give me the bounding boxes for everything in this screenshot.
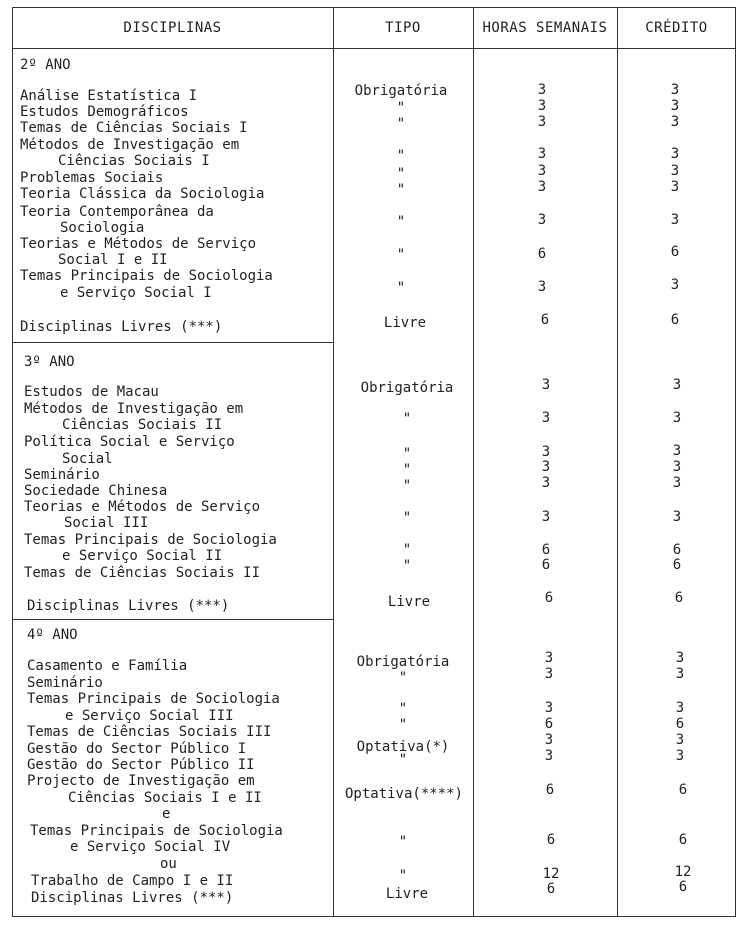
course-tipo: " [396,100,406,116]
course-credito: 12 [674,864,692,880]
course-horas: 6 [540,312,550,328]
course-name: Seminário [24,467,100,483]
course-name-cont: e Serviço Social IV [70,839,231,855]
course-name: Gestão do Sector Público I [27,741,247,757]
course-tipo: " [396,247,406,263]
course-tipo: " [398,717,408,733]
course-horas: 3 [537,179,547,195]
course-credito: 3 [672,475,682,491]
course-name-cont: Ciências Sociais I [58,153,210,169]
course-tipo: Obrigatória [360,380,454,396]
course-horas: 3 [537,98,547,114]
course-name-cont: Social I e II [58,252,168,268]
header-disciplinas: DISCIPLINAS [123,20,222,36]
course-horas: 3 [544,700,554,716]
course-tipo: " [396,280,406,296]
course-tipo: " [398,701,408,717]
course-credito: 3 [672,459,682,475]
course-tipo: " [396,116,406,132]
course-credito: 6 [672,542,682,558]
course-name: Estudos Demográficos [20,104,189,120]
course-name: Análise Estatística I [20,88,198,104]
course-name: Seminário [27,675,103,691]
course-tipo: " [398,868,408,884]
course-tipo: " [396,148,406,164]
course-tipo: " [402,542,412,558]
course-tipo: Livre [383,315,427,331]
course-horas: 6 [546,832,556,848]
course-name-cont: Sociologia [60,220,145,236]
course-name: Temas de Ciências Sociais II [24,565,261,581]
course-horas: 6 [545,782,555,798]
course-credito: 3 [670,146,680,162]
course-credito: 3 [670,114,680,130]
course-credito: 6 [670,312,680,328]
course-name: Temas Principais de Sociologia [24,532,277,548]
course-horas: 6 [544,716,554,732]
course-name-cont: Social III [64,515,149,531]
course-name: Teorias e Métodos de Serviço [20,236,257,252]
course-tipo: " [402,446,412,462]
course-credito: 3 [672,377,682,393]
course-tipo: " [398,834,408,850]
course-credito: 3 [672,410,682,426]
course-name: Trabalho de Campo I e II [31,873,234,889]
course-horas: 3 [537,212,547,228]
course-horas: 3 [541,475,551,491]
course-name-cont: e Serviço Social I [60,285,212,301]
course-credito: 6 [674,590,684,606]
course-horas: 3 [537,114,547,130]
course-credito: 3 [675,650,685,666]
column-divider [473,7,474,917]
course-credito: 3 [672,443,682,459]
course-name: Disciplinas Livres (***) [20,319,223,335]
course-credito: 3 [675,700,685,716]
course-name: Métodos de Investigação em [24,401,244,417]
course-name: Estudos de Macau [24,384,159,400]
course-horas: 3 [541,509,551,525]
course-credito: 3 [675,732,685,748]
course-credito: 3 [670,179,680,195]
year-heading: 4º ANO [27,627,78,643]
course-horas: 3 [541,410,551,426]
section-divider [12,342,333,343]
course-conjunction: e [162,806,171,822]
header-horas: HORAS SEMANAIS [482,20,608,36]
course-horas: 6 [541,557,551,573]
course-name: Métodos de Investigação em [20,137,240,153]
course-tipo: Obrigatória [356,654,450,670]
course-name: Disciplinas Livres (***) [31,890,234,906]
course-tipo: " [402,558,412,574]
course-horas: 3 [537,146,547,162]
course-name: Projecto de Investigação em [27,773,255,789]
course-name: Temas de Ciências Sociais III [27,724,272,740]
course-horas: 6 [541,542,551,558]
course-name: Sociedade Chinesa [24,483,168,499]
course-name: Teoria Clássica da Sociologia [20,186,265,202]
course-tipo: " [402,510,412,526]
year-heading: 3º ANO [24,354,75,370]
course-credito: 3 [670,212,680,228]
course-horas: 3 [537,82,547,98]
course-horas: 3 [537,279,547,295]
header-tipo: TIPO [385,20,421,36]
course-horas: 12 [542,866,560,882]
course-horas: 3 [544,650,554,666]
course-horas: 3 [544,732,554,748]
course-credito: 3 [670,163,680,179]
course-name-cont: e Serviço Social II [62,548,223,564]
course-credito: 6 [670,244,680,260]
course-tipo: Optativa(****) [344,786,463,802]
course-tipo: " [398,670,408,686]
course-name: Temas Principais de Sociologia [27,691,280,707]
course-tipo: " [396,182,406,198]
course-horas: 6 [537,246,547,262]
course-conjunction: ou [160,856,177,872]
section-divider [12,619,333,620]
column-divider [617,7,618,917]
course-tipo: Obrigatória [354,83,448,99]
course-name: Gestão do Sector Público II [27,757,255,773]
course-tipo: " [402,462,412,478]
course-horas: 3 [537,163,547,179]
course-name-cont: Ciências Sociais I e II [68,790,262,806]
course-horas: 3 [544,748,554,764]
course-credito: 3 [672,509,682,525]
course-credito: 6 [672,557,682,573]
course-name-cont: Social [62,451,113,467]
course-horas: 3 [541,444,551,460]
course-credito: 6 [678,782,688,798]
course-tipo: Optativa(*) [356,739,450,755]
course-name-cont: Ciências Sociais II [62,417,223,433]
course-tipo: " [398,752,408,768]
header-divider [12,48,736,49]
course-credito: 3 [675,748,685,764]
course-name: Temas Principais de Sociologia [20,268,273,284]
course-credito: 6 [678,832,688,848]
course-name: Temas Principais de Sociologia [30,823,283,839]
course-credito: 6 [675,716,685,732]
year-heading: 2º ANO [20,57,71,73]
course-credito: 3 [670,277,680,293]
course-name: Teoria Contemporânea da [20,204,214,220]
course-horas: 6 [544,590,554,606]
course-name: Política Social e Serviço [24,434,235,450]
course-credito: 3 [670,82,680,98]
course-credito: 3 [675,666,685,682]
course-name: Disciplinas Livres (***) [27,598,230,614]
course-tipo: Livre [385,886,429,902]
course-tipo: " [402,411,412,427]
course-horas: 3 [541,459,551,475]
column-divider [333,7,334,917]
course-name-cont: e Serviço Social III [65,708,234,724]
course-tipo: " [396,214,406,230]
course-name: Problemas Sociais [20,170,164,186]
course-credito: 6 [678,879,688,895]
course-tipo: " [396,166,406,182]
course-name: Casamento e Família [27,658,188,674]
course-tipo: " [402,478,412,494]
course-tipo: Livre [387,594,431,610]
course-name: Temas de Ciências Sociais I [20,120,248,136]
course-credito: 3 [670,98,680,114]
course-horas: 3 [541,377,551,393]
course-name: Teorias e Métodos de Serviço [24,499,261,515]
course-horas: 6 [546,881,556,897]
header-credito: CRÉDITO [645,20,708,36]
course-horas: 3 [544,666,554,682]
